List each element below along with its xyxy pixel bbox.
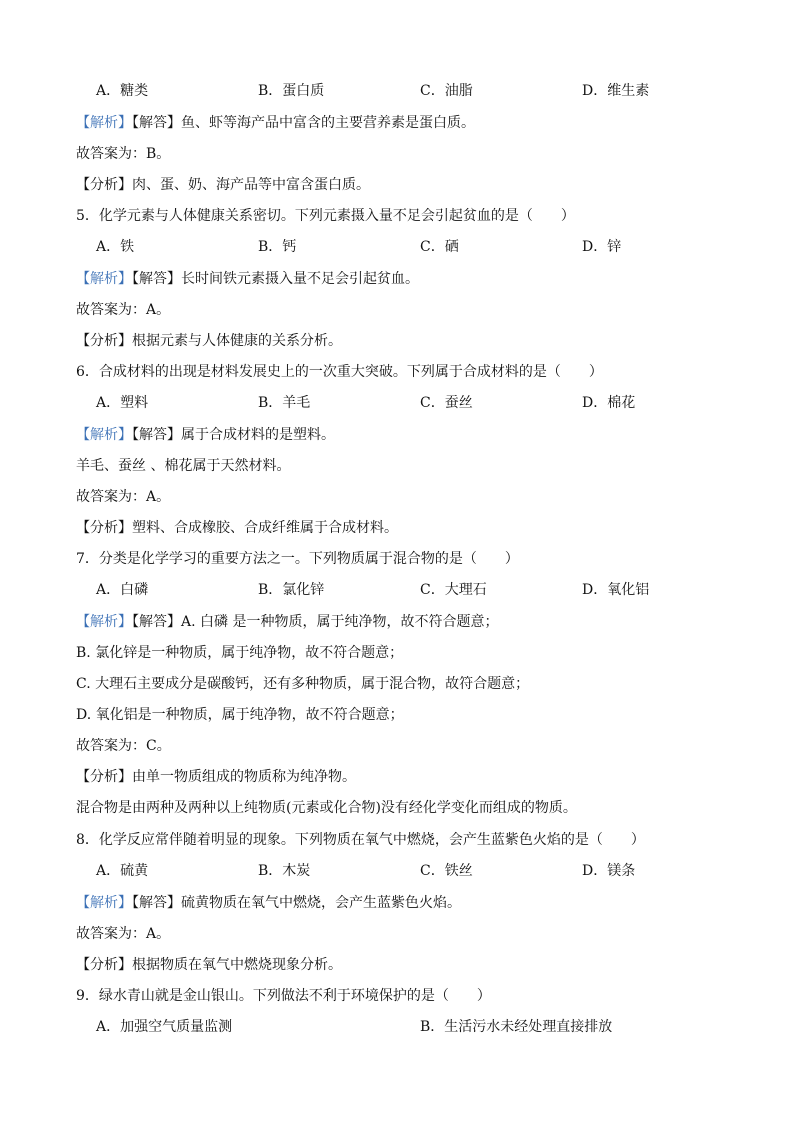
q5-option-c: C．硒	[420, 239, 459, 255]
q8-answer-final: 故答案为：A。	[76, 926, 171, 942]
q6-stem: 6．合成材料的出现是材料发展史上的一次重大突破。下列属于合成材料的是（ ）	[76, 364, 603, 380]
q4-option-b: B．蛋白质	[258, 83, 325, 99]
q4-analysis: 【分析】肉、蛋、奶、海产品等中富含蛋白质。	[76, 177, 370, 193]
q7-stem: 7．分类是化学学习的重要方法之一。下列物质属于混合物的是（ ）	[76, 551, 519, 567]
q4-option-c: C．油脂	[420, 83, 473, 99]
q6-answer-final: 故答案为：A。	[76, 489, 171, 505]
answer-text: 【解答】硫黄物质在氧气中燃烧，会产生蓝紫色火焰。	[132, 895, 461, 911]
jiexi-tag: 【解析】	[76, 895, 132, 911]
jiexi-tag: 【解析】	[76, 271, 132, 287]
q5-answer	[76, 269, 419, 289]
q6-answer-extra: 羊毛、蚕丝 、棉花属于天然材料。	[76, 458, 291, 474]
answer-text: 【解答】A. 白磷 是一种物质，属于纯净物，故不符合题意；	[132, 614, 499, 630]
q5-option-d: D．锌	[582, 239, 622, 255]
jiexi-tag: 【解析】	[76, 427, 132, 443]
q6-answer	[76, 425, 335, 445]
q7-option-c: C．大理石	[420, 582, 487, 598]
q7-answer-final: 故答案为：C。	[76, 738, 171, 754]
q7-answer-b: B. 氯化锌是一种物质，属于纯净物，故不符合题意；	[76, 645, 404, 661]
q6-option-c: C．蚕丝	[420, 395, 473, 411]
q5-answer-final: 故答案为：A。	[76, 302, 171, 318]
q7-analysis: 【分析】由单一物质组成的物质称为纯净物。	[76, 769, 356, 785]
q7-answer	[76, 612, 498, 632]
q6-option-b: B．羊毛	[258, 395, 311, 411]
q8-stem: 8．化学反应常伴随着明显的现象。下列物质在氧气中燃烧，会产生蓝紫色火焰的是（ ）	[76, 832, 645, 848]
q8-option-d: D．镁条	[582, 863, 636, 879]
q8-answer	[76, 893, 461, 913]
q5-option-a: A．铁	[96, 239, 135, 255]
q9-option-a: A．加强空气质量监测	[96, 1019, 233, 1035]
answer-text: 【解答】属于合成材料的是塑料。	[132, 427, 335, 443]
q8-option-b: B．木炭	[258, 863, 311, 879]
jiexi-tag: 【解析】	[76, 614, 132, 630]
q4-option-d: D．维生素	[582, 83, 650, 99]
q4-answer	[76, 113, 475, 133]
answer-text: 【解答】长时间铁元素摄入量不足会引起贫血。	[132, 271, 419, 287]
q4-answer-final: 故答案为：B。	[76, 146, 171, 162]
q8-analysis: 【分析】根据物质在氧气中燃烧现象分析。	[76, 957, 342, 973]
q5-option-b: B．钙	[258, 239, 297, 255]
q7-option-a: A．白磷	[96, 582, 149, 598]
q7-analysis-extra: 混合物是由两种及两种以上纯物质(元素或化合物)没有经化学变化而组成的物质。	[76, 800, 577, 816]
q7-answer-d: D. 氧化铝是一种物质，属于纯净物，故不符合题意；	[76, 707, 404, 723]
q6-option-d: D．棉花	[582, 395, 636, 411]
q8-option-a: A．硫黄	[96, 863, 149, 879]
jiexi-tag: 【解析】	[76, 115, 132, 131]
answer-text: 【解答】鱼、虾等海产品中富含的主要营养素是蛋白质。	[132, 115, 475, 131]
q9-stem: 9．绿水青山就是金山银山。下列做法不利于环境保护的是（ ）	[76, 988, 491, 1004]
q5-stem: 5．化学元素与人体健康关系密切。下列元素摄入量不足会引起贫血的是（ ）	[76, 208, 575, 224]
q6-analysis: 【分析】塑料、合成橡胶、合成纤维属于合成材料。	[76, 520, 398, 536]
q9-option-b: B．生活污水未经处理直接排放	[420, 1019, 613, 1035]
q5-analysis: 【分析】根据元素与人体健康的关系分析。	[76, 333, 342, 349]
q4-option-a: A．糖类	[96, 83, 149, 99]
q8-option-c: C．铁丝	[420, 863, 473, 879]
q7-option-d: D．氧化铝	[582, 582, 650, 598]
q7-answer-c: C. 大理石主要成分是碳酸钙，还有多种物质，属于混合物，故符合题意；	[76, 676, 530, 692]
q6-option-a: A．塑料	[96, 395, 149, 411]
q7-option-b: B．氯化锌	[258, 582, 325, 598]
